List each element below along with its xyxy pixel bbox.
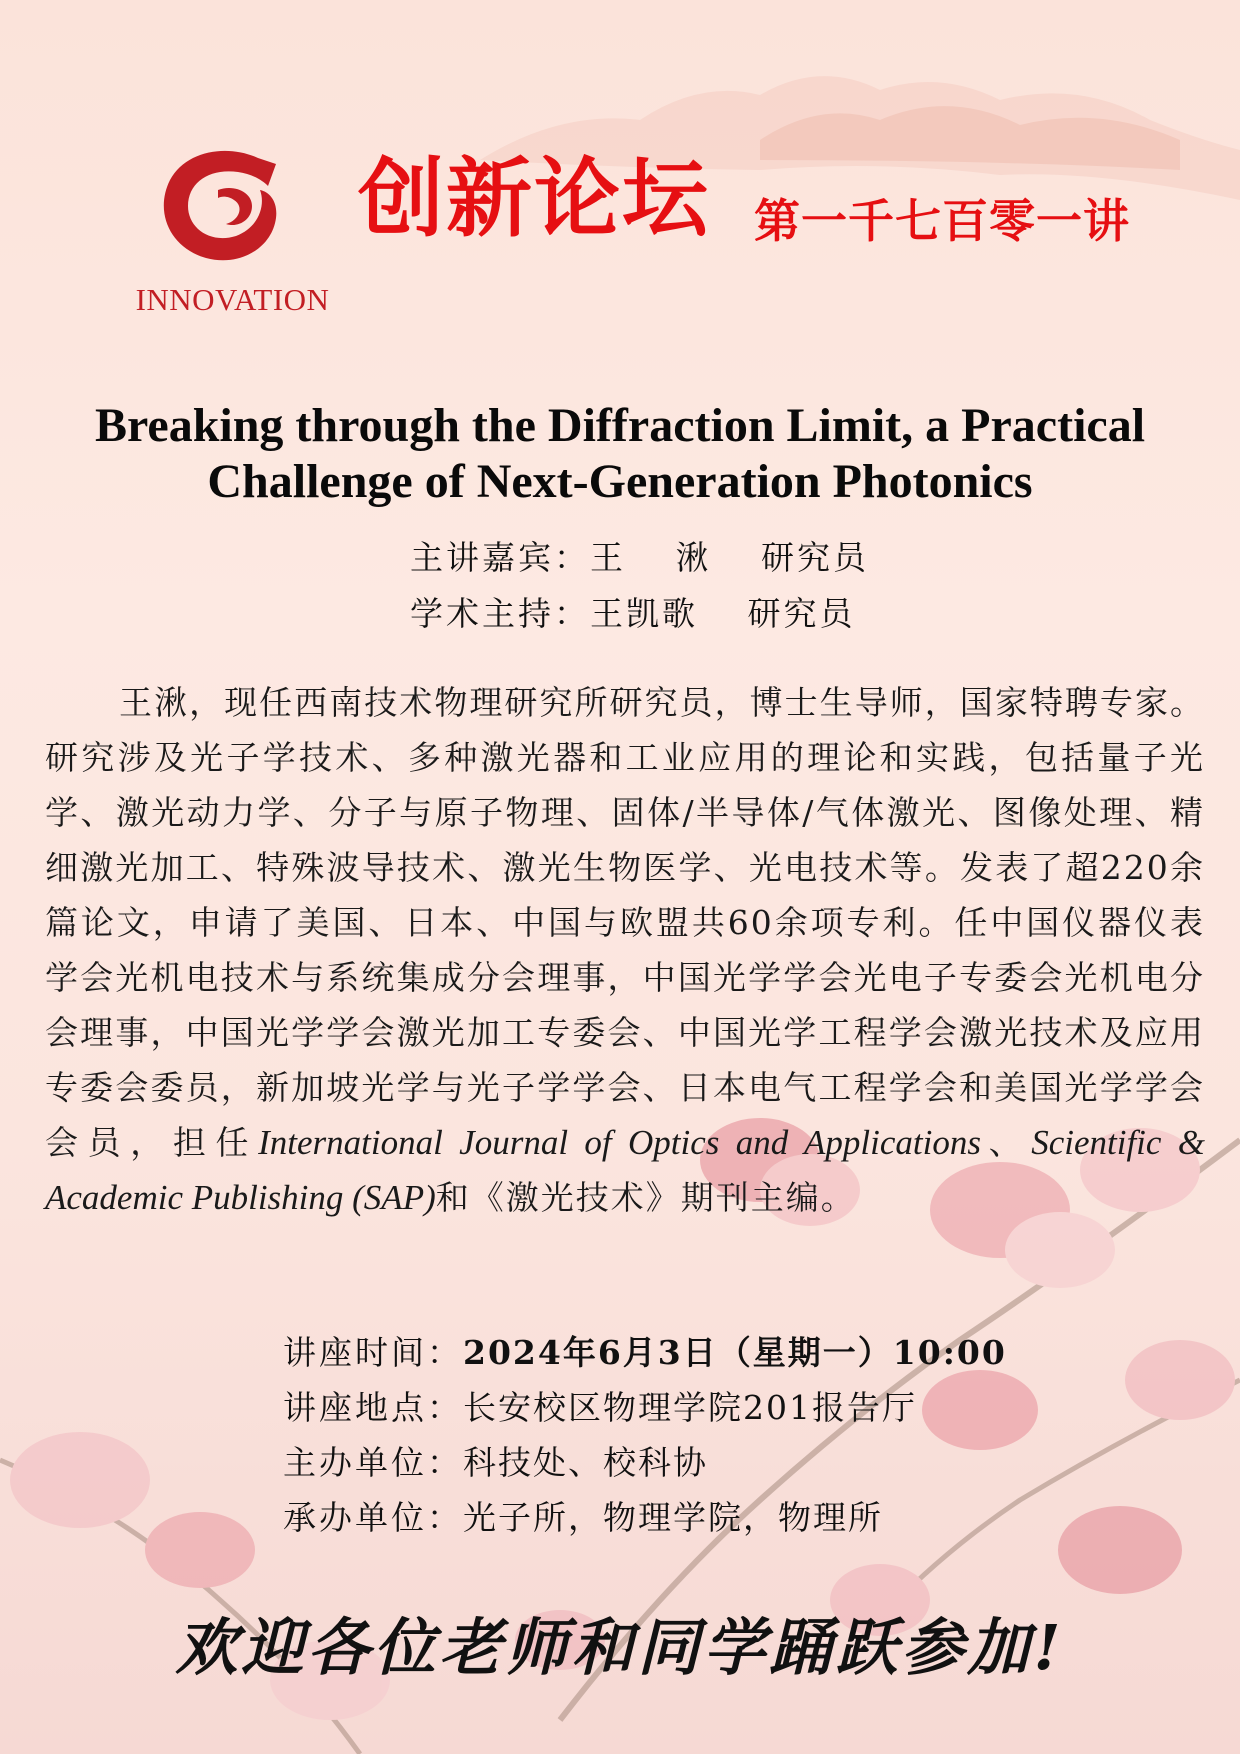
undertaker-label: 承办单位：: [283, 1498, 463, 1537]
innovation-logo: [118, 140, 358, 315]
place-value: 长安校区物理学院201报告厅: [463, 1388, 917, 1427]
place-label: 讲座地点：: [283, 1388, 463, 1427]
organizer-label: 主办单位：: [283, 1443, 463, 1482]
lecture-number: 第一千七百零一讲: [754, 194, 1130, 248]
lecture-title: [20, 398, 1220, 510]
speaker-bio: [45, 675, 1205, 1225]
info-place: [283, 1380, 1007, 1435]
welcome-banner: 欢迎各位老师和同学踊跃参加!: [175, 1611, 1065, 1684]
bio-text: 王湫，现任西南技术物理研究所研究员，博士生导师，国家特聘专家。研究涉及光子学技术、多种激光器和工业应用的理论和实践，包括量子光学、激光动力学、分子与原子物理、固体/半导体/气体激光、图像处理、精细激光加工、特殊波导技术、激光生物医学、光电技术等。发表了超220余篇论文，申请了美国、日本、中国与欧盟共60余项专利。任中国仪器仪表学会光机电技术与系统集成分会理事，中国光学学会光电子专委会光机电分会理事，中国光学学会激光加工专委会、中国光学工程学会激光技术及应用专委会委员，新加坡光学与光子学学会、日本电气工程学会和美国光学学会会员，担任: [45, 683, 1205, 1162]
info-undertaker: [283, 1490, 1007, 1545]
bio-text-end: 和《激光技术》期刊主编。: [435, 1178, 856, 1217]
info-organizer: [283, 1435, 1007, 1490]
host-label: 学术主持：: [410, 594, 590, 633]
speaker-value: 王 湫 研究员: [590, 538, 869, 577]
forum-name: 创新论坛: [358, 149, 710, 249]
info-time: [283, 1325, 1007, 1380]
speaker-label: 主讲嘉宾：: [410, 538, 590, 577]
lecture-info: [283, 1325, 1007, 1545]
innovation-swirl-icon: [148, 140, 298, 275]
host-value: 王凯歌 研究员: [590, 594, 856, 633]
time-label: 讲座时间：: [283, 1333, 463, 1372]
journal-name-1: International Journal of Optics and Applications: [258, 1123, 981, 1162]
organizer-value: 科技处、校科协: [463, 1443, 708, 1482]
undertaker-value: 光子所，物理学院，物理所: [463, 1498, 883, 1537]
title-line-1: Breaking through the Diffraction Limit, a Practical: [94, 399, 1146, 452]
bio-separator: 、: [980, 1123, 1032, 1162]
time-value: 2024年6月3日（星期一）10:00: [463, 1333, 1007, 1372]
speaker-line: [410, 538, 869, 578]
journal-name-2: Scientific & Academic Publishing (SAP): [45, 1123, 1206, 1217]
host-line: [410, 594, 856, 634]
title-line-2: Challenge of Next-Generation Photonics: [207, 455, 1033, 508]
logo-text: INNOVATION: [135, 282, 330, 317]
